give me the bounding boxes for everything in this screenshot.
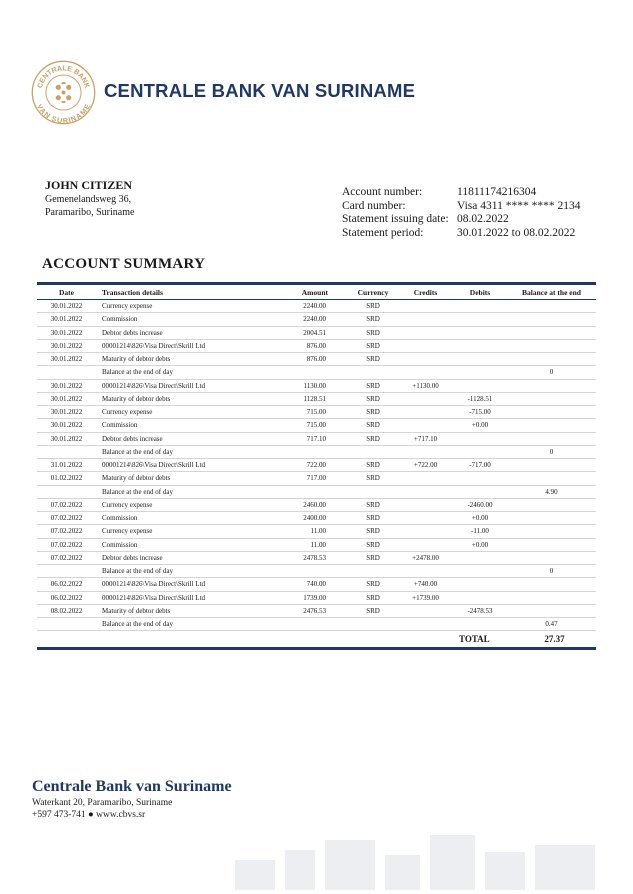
table-row <box>37 300 596 313</box>
table-row <box>37 472 596 485</box>
header-date: Date <box>59 287 74 297</box>
account-info <box>342 186 580 240</box>
cell-date: 30.01.2022 <box>50 434 83 443</box>
customer-address-line1: Gemenelandsweg 36, <box>45 194 132 205</box>
cell-details: 00001214\826\Visa Direct\Skrill Ltd <box>102 580 206 589</box>
statement-period-value: 30.01.2022 to 08.02.2022 <box>457 226 576 239</box>
cell-debits: -2460.00 <box>467 500 493 509</box>
cell-details: Currency expense <box>102 408 153 417</box>
cell-details: Currency expense <box>102 527 153 536</box>
cell-details: Maturity of debtor debts <box>102 474 171 483</box>
header-credits: Credits <box>413 287 438 297</box>
table-row <box>37 565 596 578</box>
cell-currency: SRD <box>366 328 380 337</box>
cell-amount: 717.10 <box>306 434 326 443</box>
cell-date: 31.01.2022 <box>50 461 83 470</box>
table-row <box>37 459 596 472</box>
header-debits: Debits <box>469 287 491 297</box>
cell-amount: 2240.00 <box>303 302 326 311</box>
cell-currency: SRD <box>366 606 380 615</box>
cell-amount: 1130.00 <box>303 381 326 390</box>
bank-seal-logo <box>31 60 96 125</box>
cell-debits: -2478.53 <box>467 606 493 615</box>
table-row <box>37 406 596 419</box>
cell-amount: 11.00 <box>310 540 326 549</box>
cell-currency: SRD <box>366 421 380 430</box>
table-header <box>37 285 596 300</box>
table-row <box>37 512 596 525</box>
cell-currency: SRD <box>366 408 380 417</box>
account-summary-title: ACCOUNT SUMMARY <box>42 256 206 272</box>
cell-date: 07.02.2022 <box>50 514 83 523</box>
cell-debits: -11.00 <box>471 527 489 536</box>
cell-amount: 876.00 <box>306 341 326 350</box>
cell-details: Currency expense <box>102 500 153 509</box>
cell-details: Balance at the end of day <box>102 368 173 377</box>
cell-balance: 0 <box>549 567 554 576</box>
cell-currency: SRD <box>366 381 380 390</box>
cell-details: Balance at the end of day <box>102 567 173 576</box>
cell-date: 07.02.2022 <box>50 500 83 509</box>
bank-title: CENTRALE BANK VAN SURINAME <box>104 80 416 101</box>
cell-currency: SRD <box>366 302 380 311</box>
header-currency: Currency <box>357 287 389 297</box>
cell-date: 01.02.2022 <box>50 474 83 483</box>
cell-details: Maturity of debtor debts <box>102 355 171 364</box>
cell-debits: -717.00 <box>469 461 491 470</box>
header-details: Transaction details <box>102 287 163 297</box>
cell-currency: SRD <box>366 527 380 536</box>
customer-block <box>45 178 134 219</box>
cell-details: 00001214\826\Visa Direct\Skrill Ltd <box>102 461 206 470</box>
cell-amount: 715.00 <box>306 408 326 417</box>
cell-date: 30.01.2022 <box>50 341 83 350</box>
issue-date-label: Statement issuing date: <box>342 213 449 225</box>
cell-details: 00001214\826\Visa Direct\Skrill Ltd <box>102 341 206 350</box>
cell-details: Balance at the end of day <box>102 620 173 629</box>
transactions-table <box>37 282 596 650</box>
cell-currency: SRD <box>366 355 380 364</box>
cell-date: 30.01.2022 <box>50 355 83 364</box>
customer-address-line2: Paramaribo, Suriname <box>45 207 135 218</box>
table-bottom-rule <box>37 647 596 650</box>
table-row <box>37 552 596 565</box>
total-label: TOTAL <box>459 634 490 645</box>
cell-amount: 11.00 <box>310 527 326 536</box>
cell-details: Balance at the end of day <box>102 487 173 496</box>
cell-date: 06.02.2022 <box>50 593 83 602</box>
footer-phone-web: +597 473-741 ● www.cbvs.sr <box>32 810 146 820</box>
cell-credits: +740.00 <box>413 580 438 589</box>
cell-details: Maturity of debtor debts <box>102 394 171 403</box>
footer-contact <box>32 797 172 821</box>
table-row <box>37 366 596 379</box>
cell-details: Balance at the end of day <box>102 447 173 456</box>
table-row <box>37 539 596 552</box>
cell-currency: SRD <box>366 580 380 589</box>
cell-amount: 717.00 <box>306 474 326 483</box>
table-row <box>37 393 596 406</box>
cell-credits: +717.10 <box>413 434 438 443</box>
cell-debits: +0.00 <box>471 421 489 430</box>
statement-period-label: Statement period: <box>342 226 424 239</box>
cell-currency: SRD <box>366 474 380 483</box>
cell-debits: +0.00 <box>471 514 489 523</box>
cell-details: Commission <box>102 315 138 324</box>
cell-date: 06.02.2022 <box>50 580 83 589</box>
cell-amount: 2460.00 <box>303 500 326 509</box>
cell-debits: +0.00 <box>471 540 489 549</box>
cell-credits: +722.00 <box>413 461 438 470</box>
cell-currency: SRD <box>366 500 380 509</box>
cell-currency: SRD <box>366 514 380 523</box>
table-row <box>37 433 596 446</box>
cell-currency: SRD <box>366 341 380 350</box>
cell-amount: 2478.53 <box>303 553 326 562</box>
cell-amount: 715.00 <box>306 421 326 430</box>
cell-amount: 2004.51 <box>303 328 326 337</box>
cell-amount: 722.00 <box>306 461 326 470</box>
cell-date: 30.01.2022 <box>50 328 83 337</box>
cell-amount: 1739.00 <box>303 593 326 602</box>
footer-address: Waterkant 20, Paramaribo, Suriname <box>32 798 173 808</box>
cell-currency: SRD <box>366 461 380 470</box>
cell-details: Commission <box>102 514 138 523</box>
cell-details: Debtor debts increase <box>102 328 163 337</box>
table-row <box>37 340 596 353</box>
card-number-label: Card number: <box>342 199 406 212</box>
cell-currency: SRD <box>366 394 380 403</box>
cell-balance: 0.47 <box>545 620 558 629</box>
header-balance: Balance at the end <box>522 287 581 297</box>
table-row <box>37 446 596 459</box>
cell-debits: -715.00 <box>469 408 491 417</box>
cell-balance: 0 <box>549 447 554 456</box>
cell-amount: 2476.53 <box>303 606 326 615</box>
table-body <box>37 300 596 631</box>
footer-bank-name: Centrale Bank van Suriname <box>32 778 232 795</box>
card-number-value: Visa 4311 **** **** 2134 <box>457 199 581 212</box>
cell-balance: 0 <box>549 368 554 377</box>
city-watermark <box>225 830 610 890</box>
table-row <box>37 525 596 538</box>
table-row <box>37 592 596 605</box>
table-row <box>37 380 596 393</box>
cell-debits: -1128.51 <box>467 394 493 403</box>
table-row <box>37 313 596 326</box>
cell-amount: 1128.51 <box>303 394 326 403</box>
table-row <box>37 578 596 591</box>
cell-date: 30.01.2022 <box>50 408 83 417</box>
cell-currency: SRD <box>366 593 380 602</box>
cell-date: 30.01.2022 <box>50 381 83 390</box>
cell-credits: +2478.00 <box>412 553 439 562</box>
cell-details: 00001214\826\Visa Direct\Skrill Ltd <box>102 381 206 390</box>
cell-credits: +1739.00 <box>412 593 439 602</box>
customer-name: JOHN CITIZEN <box>45 178 133 192</box>
table-row <box>37 605 596 618</box>
cell-date: 08.02.2022 <box>50 606 83 615</box>
cell-date: 07.02.2022 <box>50 540 83 549</box>
cell-currency: SRD <box>366 434 380 443</box>
table-row <box>37 499 596 512</box>
cell-amount: 2400.00 <box>303 514 326 523</box>
cell-date: 30.01.2022 <box>50 394 83 403</box>
issue-date-value: 08.02.2022 <box>457 213 509 225</box>
cell-details: Commission <box>102 421 138 430</box>
cell-details: Currency expense <box>102 302 153 311</box>
total-row <box>37 631 596 647</box>
cell-date: 30.01.2022 <box>50 421 83 430</box>
cell-date: 07.02.2022 <box>50 527 83 536</box>
cell-currency: SRD <box>366 315 380 324</box>
table-row <box>37 486 596 499</box>
cell-date: 07.02.2022 <box>50 553 83 562</box>
account-number-value: 11811174216304 <box>457 186 537 198</box>
table-row <box>37 618 596 631</box>
cell-amount: 2240.00 <box>303 315 326 324</box>
table-row <box>37 353 596 366</box>
cell-date: 30.01.2022 <box>50 302 83 311</box>
svg-text:VAN SURINAME <box>35 103 92 125</box>
account-number-label: Account number: <box>342 186 423 198</box>
cell-details: Commission <box>102 540 138 549</box>
cell-details: Maturity of debtor debts <box>102 606 171 615</box>
cell-amount: 740.00 <box>306 580 326 589</box>
cell-balance: 4.90 <box>545 487 558 496</box>
cell-date: 30.01.2022 <box>50 315 83 324</box>
cell-currency: SRD <box>366 553 380 562</box>
cell-details: Debtor debts increase <box>102 434 163 443</box>
logo-bottom-text: VAN SURINAME <box>34 102 93 125</box>
cell-details: 00001214\826\Visa Direct\Skrill Ltd <box>102 593 206 602</box>
cell-amount: 876.00 <box>306 355 326 364</box>
cell-details: Debtor debts increase <box>102 553 163 562</box>
header-amount: Amount <box>301 287 328 297</box>
cell-credits: +1130.00 <box>412 381 439 390</box>
cell-currency: SRD <box>366 540 380 549</box>
total-value: 27.37 <box>544 634 565 645</box>
logo-top-text: CENTRALE BANK <box>35 64 92 90</box>
table-row <box>37 419 596 432</box>
table-row <box>37 327 596 340</box>
